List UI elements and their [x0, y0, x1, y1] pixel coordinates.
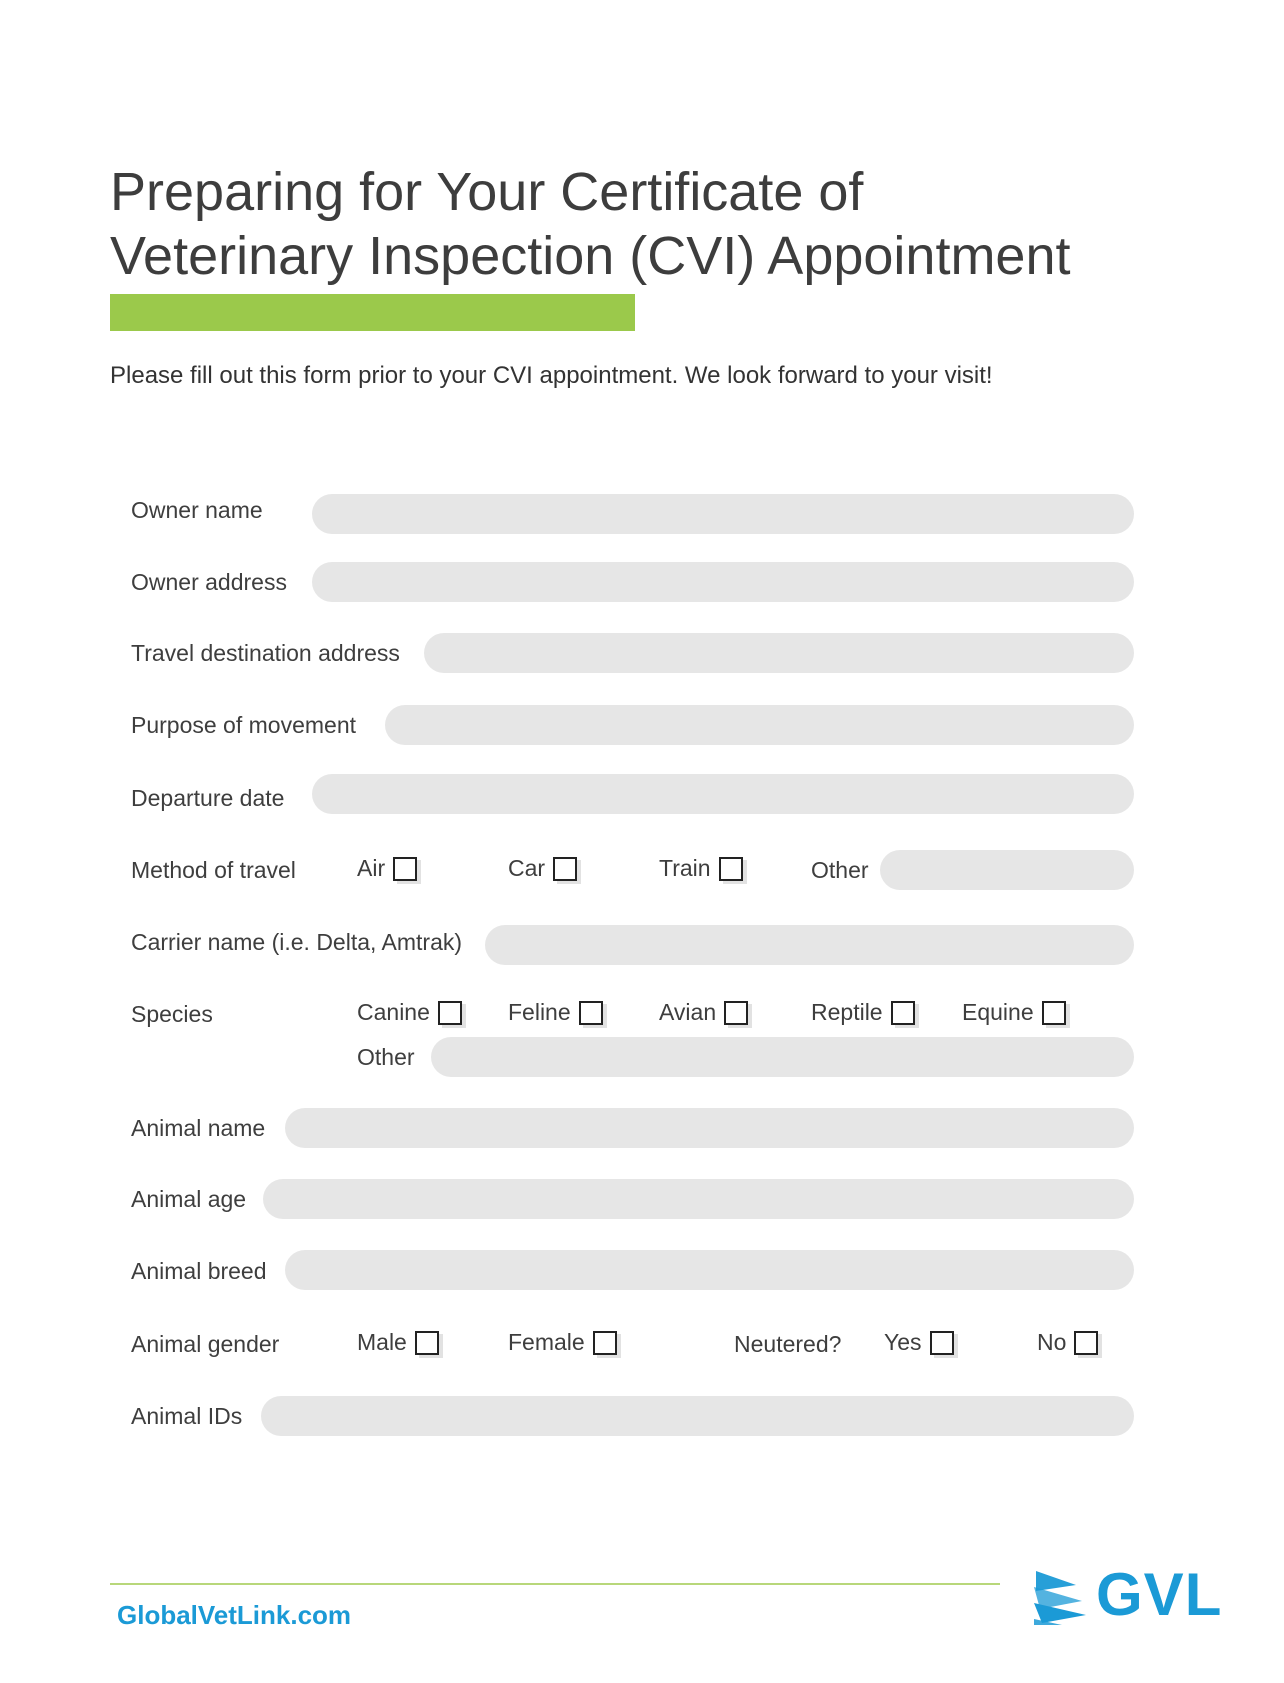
animal-name-field[interactable] — [285, 1108, 1134, 1148]
travel-option-air[interactable] — [357, 855, 417, 882]
neutered-no-checkbox[interactable] — [1074, 1331, 1098, 1355]
intro-text: Please fill out this form prior to your CVI appointment. We look forward to your visit! — [110, 362, 993, 389]
species-equine-checkbox[interactable] — [1042, 1001, 1066, 1025]
species-option-reptile-label: Reptile — [811, 999, 883, 1025]
owner-name-label: Owner name — [131, 497, 263, 523]
title-line-2: Veterinary Inspection (CVI) Appointment — [110, 226, 1071, 286]
travel-option-air-label: Air — [357, 855, 386, 881]
owner-address-label: Owner address — [131, 569, 287, 595]
owner-address-field[interactable] — [312, 562, 1134, 602]
gender-option-female[interactable] — [508, 1329, 617, 1356]
animal-age-label: Animal age — [131, 1186, 247, 1212]
gender-option-male[interactable] — [357, 1329, 439, 1356]
animal-gender-label: Animal gender — [131, 1331, 280, 1357]
species-canine-checkbox[interactable] — [438, 1001, 462, 1025]
departure-date-field[interactable] — [312, 774, 1134, 814]
travel-option-train-label: Train — [659, 855, 711, 881]
title-line-1: Preparing for Your Certificate of — [110, 162, 864, 222]
departure-date-label: Departure date — [131, 785, 285, 811]
species-feline-checkbox[interactable] — [579, 1001, 603, 1025]
purpose-label: Purpose of movement — [131, 712, 357, 738]
neutered-yes-checkbox[interactable] — [930, 1331, 954, 1355]
neutered-option-yes-label: Yes — [884, 1329, 922, 1355]
animal-age-field[interactable] — [263, 1179, 1134, 1219]
neutered-label: Neutered? — [734, 1331, 842, 1357]
gvl-logo — [1032, 1561, 1223, 1628]
animal-name-label: Animal name — [131, 1115, 266, 1141]
species-label: Species — [131, 1001, 213, 1027]
purpose-field[interactable] — [385, 705, 1134, 745]
animal-breed-field[interactable] — [285, 1250, 1134, 1290]
animal-ids-label: Animal IDs — [131, 1403, 243, 1429]
travel-destination-field[interactable] — [424, 633, 1134, 673]
travel-other-field[interactable] — [880, 850, 1134, 890]
method-of-travel-label: Method of travel — [131, 857, 296, 883]
footer-website-link[interactable]: GlobalVetLink.com — [117, 1600, 352, 1630]
gender-option-female-label: Female — [508, 1329, 585, 1355]
travel-air-checkbox[interactable] — [393, 857, 417, 881]
species-option-avian-label: Avian — [659, 999, 717, 1025]
title-accent-bar — [110, 294, 635, 331]
species-reptile-checkbox[interactable] — [891, 1001, 915, 1025]
travel-option-car[interactable] — [508, 855, 577, 882]
species-option-equine-label: Equine — [962, 999, 1034, 1025]
gender-female-checkbox[interactable] — [593, 1331, 617, 1355]
carrier-name-label: Carrier name (i.e. Delta, Amtrak) — [131, 929, 463, 955]
species-option-equine[interactable] — [962, 999, 1066, 1026]
species-option-feline-label: Feline — [508, 999, 571, 1025]
species-option-reptile[interactable] — [811, 999, 915, 1026]
carrier-name-field[interactable] — [485, 925, 1134, 965]
species-other-field[interactable] — [431, 1037, 1134, 1077]
species-other-label: Other — [357, 1044, 415, 1070]
gvl-logo-text: GVL — [1096, 1561, 1223, 1628]
species-option-canine-label: Canine — [357, 999, 430, 1025]
neutered-option-yes[interactable] — [884, 1329, 954, 1356]
animal-breed-label: Animal breed — [131, 1258, 267, 1284]
owner-name-field[interactable] — [312, 494, 1134, 534]
species-option-avian[interactable] — [659, 999, 748, 1026]
species-option-canine[interactable] — [357, 999, 462, 1026]
neutered-option-no[interactable] — [1037, 1329, 1098, 1356]
species-option-feline[interactable] — [508, 999, 603, 1026]
page-title — [110, 160, 1170, 288]
travel-option-train[interactable] — [659, 855, 743, 882]
animal-ids-field[interactable] — [261, 1396, 1134, 1436]
gvl-chevrons-icon — [1032, 1565, 1088, 1625]
travel-other-label: Other — [811, 857, 869, 883]
species-avian-checkbox[interactable] — [724, 1001, 748, 1025]
travel-train-checkbox[interactable] — [719, 857, 743, 881]
neutered-option-no-label: No — [1037, 1329, 1067, 1355]
gender-option-male-label: Male — [357, 1329, 407, 1355]
gender-male-checkbox[interactable] — [415, 1331, 439, 1355]
travel-destination-label: Travel destination address — [131, 640, 400, 666]
footer-divider — [110, 1583, 1000, 1585]
travel-option-car-label: Car — [508, 855, 546, 881]
travel-car-checkbox[interactable] — [553, 857, 577, 881]
